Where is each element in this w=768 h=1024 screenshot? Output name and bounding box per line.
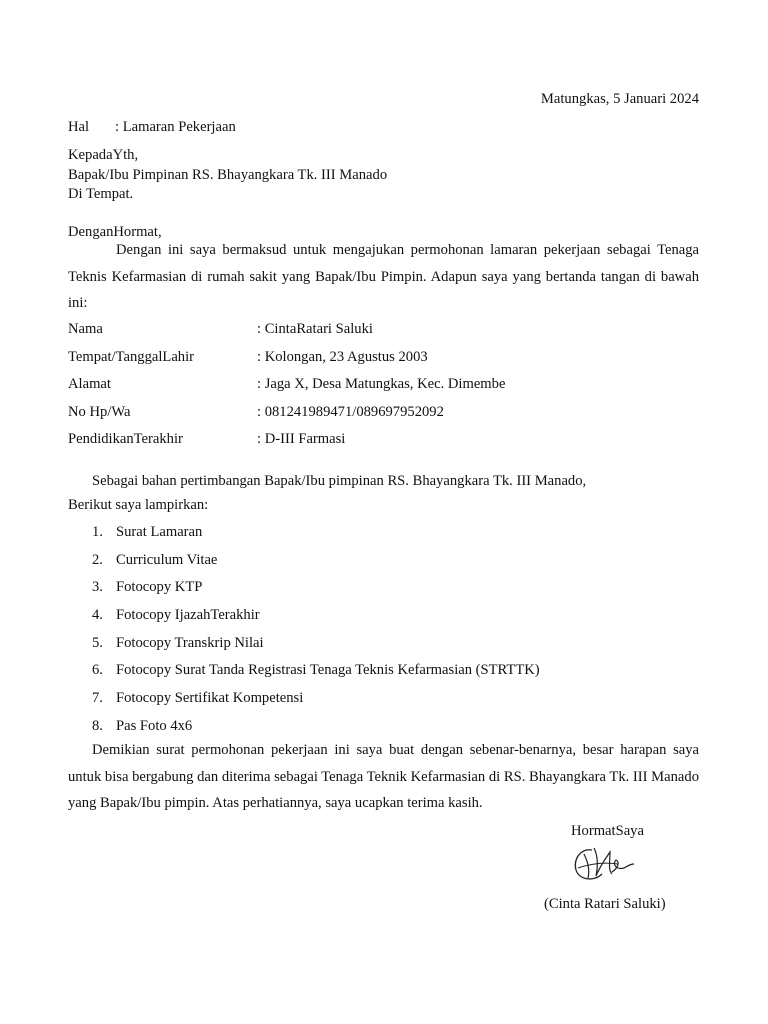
list-item: Pas Foto 4x6 [116,718,193,734]
field-label: No Hp/Wa [68,404,131,420]
list-item: Fotocopy KTP [116,579,203,595]
list-item: Fotocopy IjazahTerakhir [116,607,260,623]
salutation: DenganHormat, [68,224,162,240]
attachment-intro: Sebagai bahan pertimbangan Bapak/Ibu pimpinan RS. Bhayangkara Tk. III Manado, [92,473,587,489]
field-value: : Kolongan, 23 Agustus 2003 [257,349,428,365]
list-item-number: 3. [92,579,103,595]
list-item-number: 6. [92,662,103,678]
intro-paragraph: Dengan ini saya bermaksud untuk mengajukan permohonan lamaran pekerjaan sebagai Tenaga Teknis Kefarmasian di rumah sakit yang Bapak/Ibu Pimpin. Adapun saya yang bertanda tangan di bawah ini: [68,242,699,311]
field-label: PendidikanTerakhir [68,431,183,447]
signature-image [570,842,640,886]
recipient-line: KepadaYth, [68,147,139,163]
field-value: : Jaga X, Desa Matungkas, Kec. Dimembe [257,376,506,392]
list-item: Curriculum Vitae [116,552,218,568]
list-item-number: 7. [92,690,103,706]
list-item: Surat Lamaran [116,524,203,540]
list-item: Fotocopy Surat Tanda Registrasi Tenaga Teknis Kefarmasian (STRTTK) [116,662,540,678]
field-label: Alamat [68,376,111,392]
list-item-number: 5. [92,635,103,651]
recipient-line: Bapak/Ibu Pimpinan RS. Bhayangkara Tk. III Manado [68,167,388,183]
list-item-number: 1. [92,524,103,540]
field-value: : CintaRatari Saluki [257,321,373,337]
list-item-number: 2. [92,552,103,568]
subject-value: : Lamaran Pekerjaan [115,119,236,135]
closing-greeting: HormatSaya [571,823,644,839]
recipient-line: Di Tempat. [68,186,134,202]
signature-name: (Cinta Ratari Saluki) [544,896,666,912]
field-value: : D-III Farmasi [257,431,346,447]
subject-label: Hal [68,119,90,135]
field-value: : 081241989471/089697952092 [257,404,444,420]
list-item-number: 4. [92,607,103,623]
list-item: Fotocopy Sertifikat Kompetensi [116,690,304,706]
field-label: Nama [68,321,103,337]
closing-paragraph: Demikian surat permohonan pekerjaan ini saya buat dengan sebenar-benarnya, besar harapan saya untuk bisa bergabung dan diterima sebagai Tenaga Teknik Kefarmasian di RS. Bhayangkara Tk. III Manado yang Bapak/Ibu pimpin. Atas perhatiannya, saya ucapkan terima kasih. [68,742,699,811]
attachment-intro: Berikut saya lampirkan: [68,497,209,513]
list-item-number: 8. [92,718,103,734]
field-label: Tempat/TanggalLahir [68,349,195,365]
list-item: Fotocopy Transkrip Nilai [116,635,264,651]
place-date: Matungkas, 5 Januari 2024 [540,91,699,107]
